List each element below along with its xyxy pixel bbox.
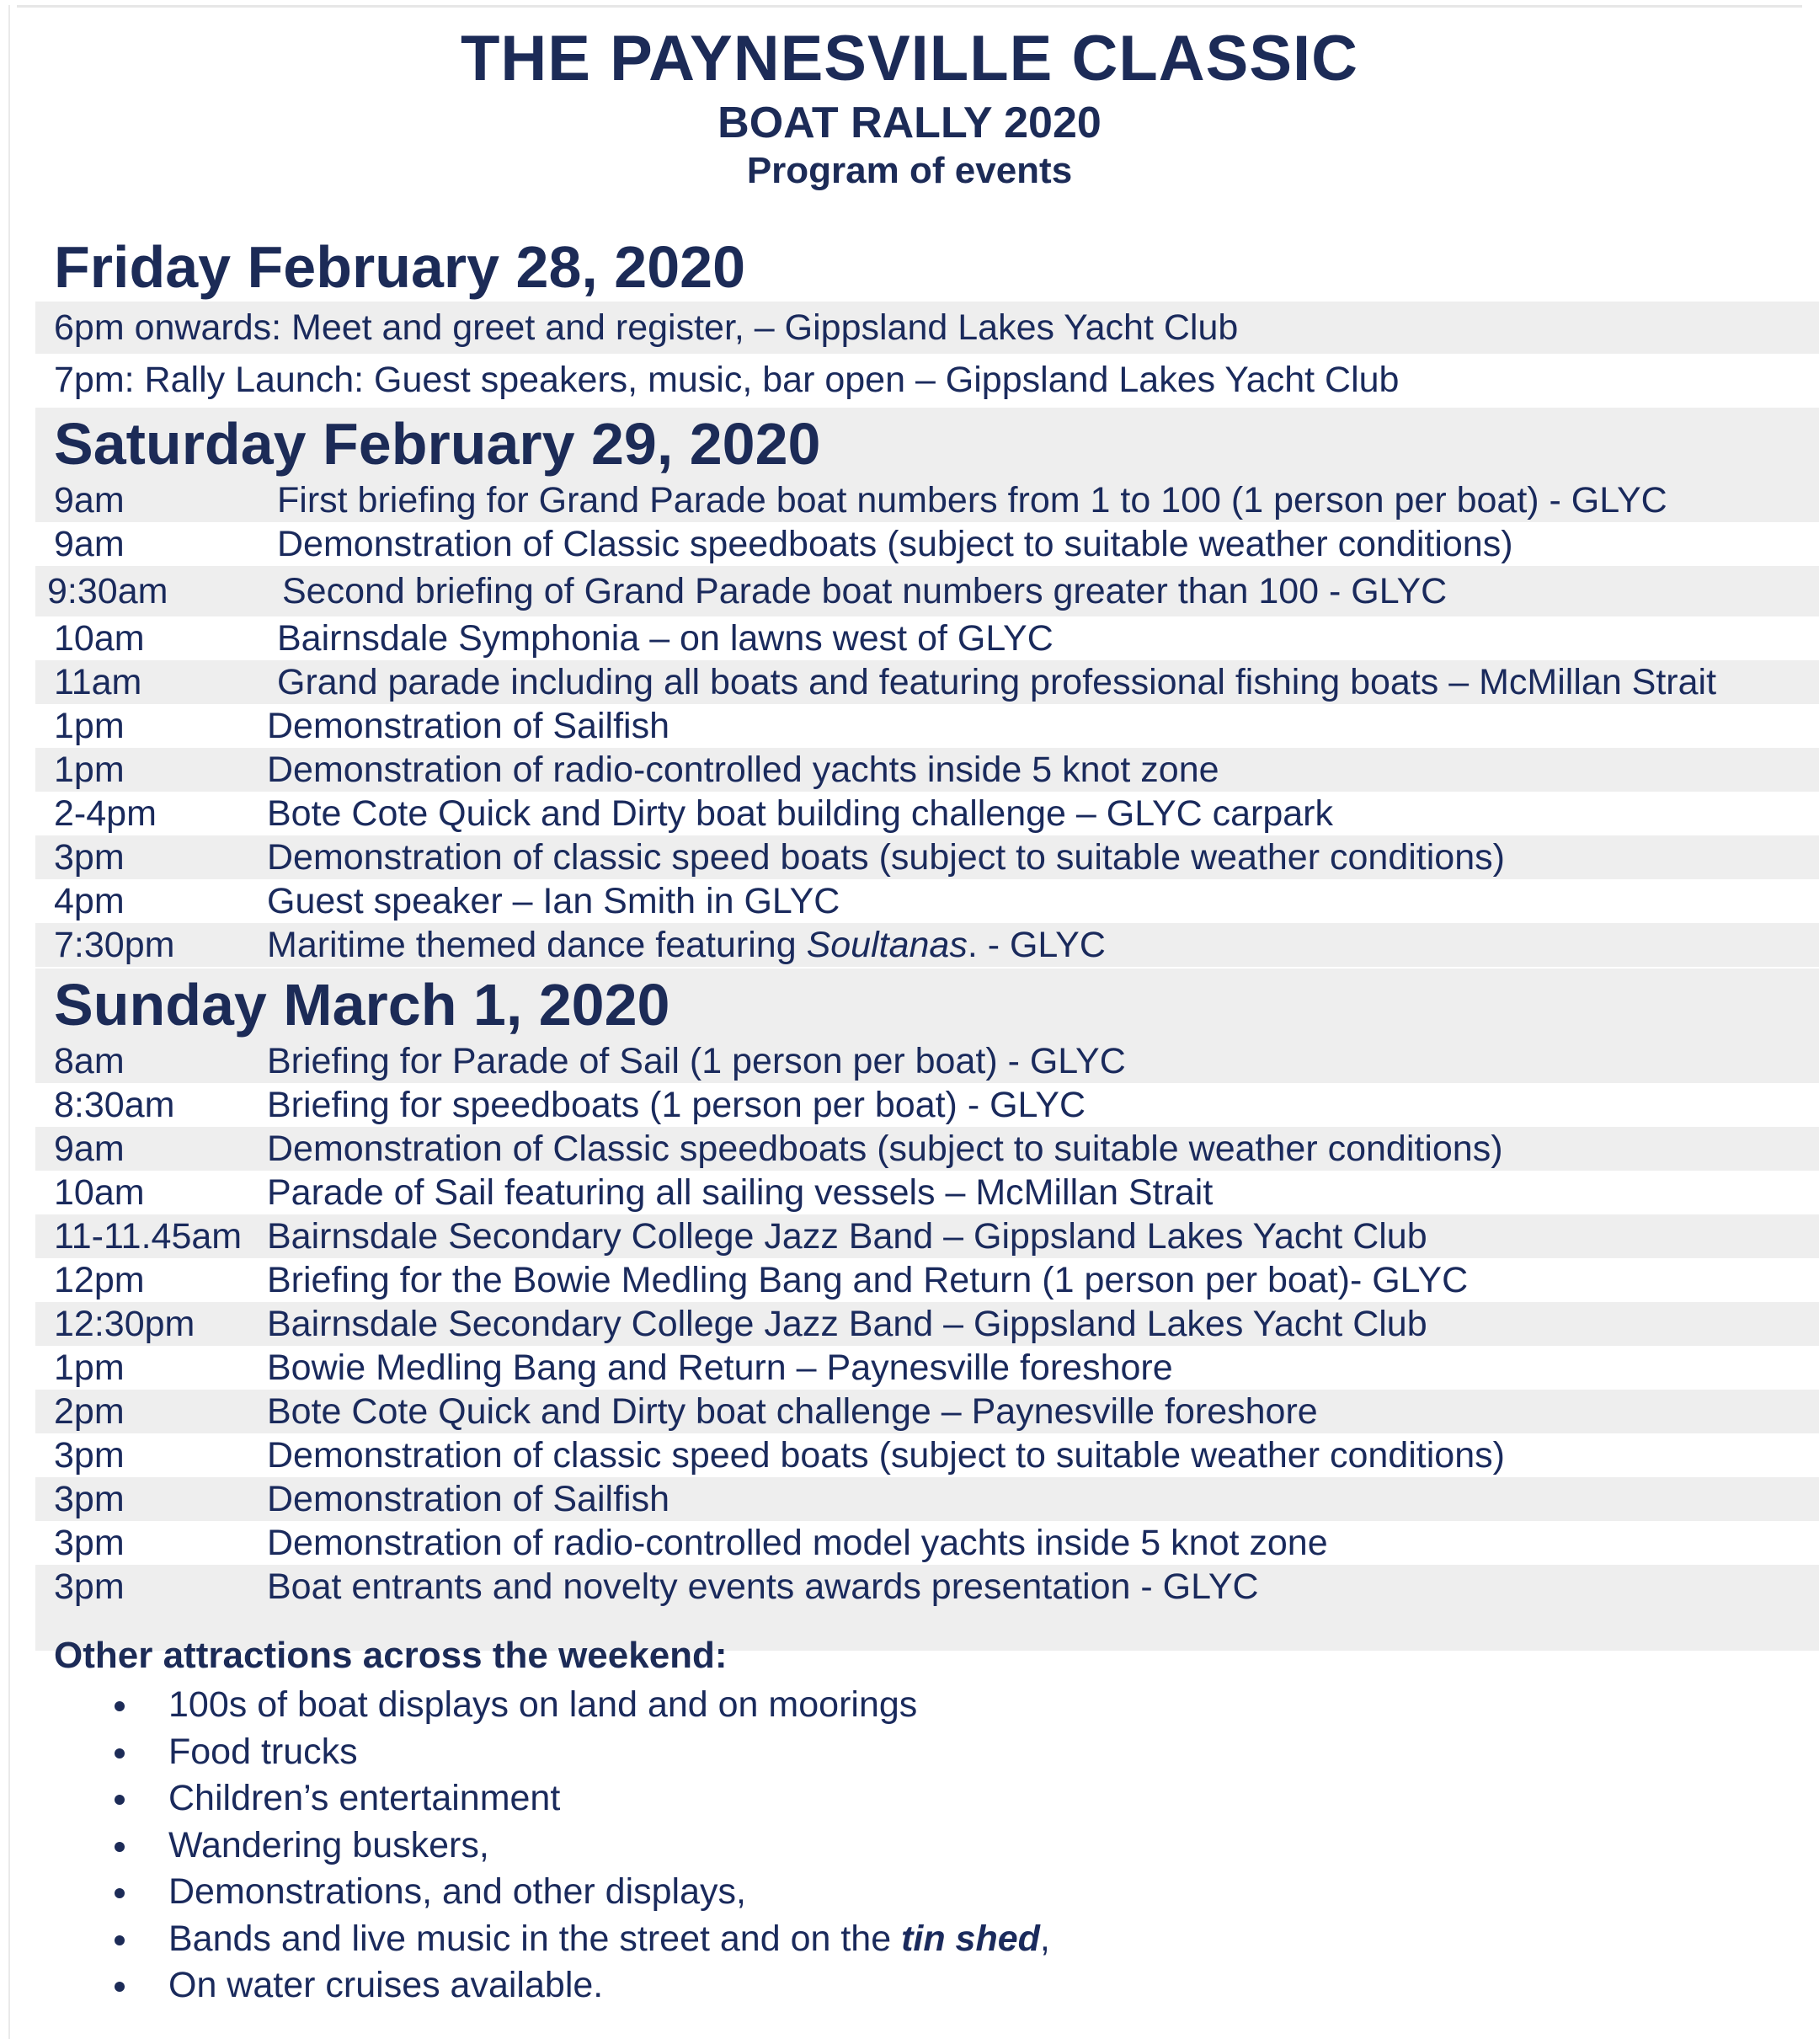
- event-desc: [267, 923, 1106, 967]
- list-item: [54, 1681, 1738, 1728]
- table-row: [35, 1039, 1819, 1083]
- event-desc: Grand parade including all boats and featuring professional fishing boats – McMillan Strait: [277, 662, 1717, 702]
- event-time: 3pm: [54, 837, 125, 878]
- event-desc: Second briefing of Grand Parade boat numbers greater than 100 - GLYC: [282, 571, 1448, 611]
- event-desc: Briefing for Parade of Sail (1 person per boat) - GLYC: [267, 1041, 1126, 1081]
- event-time: 10am: [54, 618, 145, 659]
- table-row: [35, 1521, 1819, 1565]
- event-desc: Bote Cote Quick and Dirty boat challenge – Paynesville foreshore: [267, 1391, 1318, 1432]
- table-row: [35, 1171, 1819, 1214]
- list-item-text-end: ,: [1039, 1918, 1050, 1959]
- table-row: [35, 923, 1819, 967]
- table-row: [35, 704, 1819, 748]
- list-item-text: Wandering buskers,: [168, 1824, 489, 1865]
- event-desc: Demonstration of classic speed boats (subject to suitable weather conditions): [267, 837, 1505, 878]
- event-desc: Briefing for speedboats (1 person per boat) - GLYC: [267, 1085, 1086, 1125]
- table-row: [35, 302, 1819, 354]
- left-rule: [8, 5, 10, 2039]
- event-time: 7:30pm: [54, 925, 175, 965]
- table-row: [35, 748, 1819, 792]
- event-time: 9am: [54, 480, 125, 520]
- event-time: 11am: [54, 662, 142, 702]
- day-heading-sunday: Sunday March 1, 2020: [35, 969, 1819, 1039]
- event-time: 2pm: [54, 1391, 125, 1432]
- list-item: [54, 1915, 1738, 1962]
- list-item-text: Demonstrations, and other displays,: [168, 1871, 746, 1912]
- table-row: [35, 1127, 1819, 1171]
- event-time: 12:30pm: [54, 1304, 195, 1344]
- table-row: [35, 1433, 1819, 1477]
- band-name: Soultanas: [806, 925, 968, 965]
- table-row: [35, 660, 1819, 704]
- event-desc: Briefing for the Bowie Medling Bang and Return (1 person per boat)- GLYC: [267, 1260, 1469, 1300]
- event-time: 10am: [54, 1172, 145, 1213]
- bullet-icon: [115, 1935, 125, 1945]
- list-item: [54, 1868, 1738, 1915]
- event-time: 9am: [54, 524, 125, 564]
- event-desc: Demonstration of radio-controlled model yachts inside 5 knot zone: [267, 1523, 1328, 1563]
- day-heading-saturday: Saturday February 29, 2020: [35, 408, 1819, 478]
- event-desc: Bairnsdale Symphonia – on lawns west of GLYC: [277, 618, 1054, 659]
- table-row: [35, 522, 1819, 566]
- event-desc-end: . - GLYC: [967, 925, 1106, 965]
- event-time: 9am: [54, 1129, 125, 1169]
- event-desc: Demonstration of Sailfish: [267, 706, 669, 746]
- table-row: [35, 1258, 1819, 1302]
- list-item: [54, 1728, 1738, 1775]
- page-subtitle: BOAT RALLY 2020: [717, 99, 1102, 147]
- event-text: 6pm onwards: Meet and greet and register, – Gippsland Lakes Yacht Club: [54, 307, 1239, 348]
- event-desc-start: Maritime themed dance featuring: [267, 925, 807, 965]
- table-row: [35, 879, 1819, 923]
- list-item-text-start: Bands and live music in the street and on the: [168, 1918, 902, 1959]
- table-row: [35, 616, 1819, 660]
- sunday-section: [35, 969, 1819, 1651]
- list-item: [54, 1961, 1738, 2009]
- list-item-text: Children’s entertainment: [168, 1778, 561, 1818]
- bullet-icon: [115, 1888, 125, 1898]
- table-row: [35, 792, 1819, 835]
- table-row: [35, 354, 1819, 406]
- event-time: 12pm: [54, 1260, 145, 1300]
- list-item: [54, 1822, 1738, 1869]
- event-time: 1pm: [54, 1348, 125, 1388]
- event-text: 7pm: Rally Launch: Guest speakers, music, bar open – Gippsland Lakes Yacht Club: [54, 360, 1400, 400]
- table-row: [35, 1302, 1819, 1346]
- event-time: 3pm: [54, 1479, 125, 1519]
- table-row: [35, 1477, 1819, 1521]
- event-desc: Demonstration of Classic speedboats (subject to suitable weather conditions): [277, 524, 1513, 564]
- event-desc: Demonstration of Classic speedboats (subject to suitable weather conditions): [267, 1129, 1503, 1169]
- event-desc: Parade of Sail featuring all sailing vessels – McMillan Strait: [267, 1172, 1214, 1213]
- table-row: [35, 1390, 1819, 1433]
- event-time: 1pm: [54, 706, 125, 746]
- event-desc: Guest speaker – Ian Smith in GLYC: [267, 881, 840, 921]
- table-row: [35, 566, 1819, 616]
- list-item-text: On water cruises available.: [168, 1965, 604, 2005]
- saturday-section: [35, 408, 1819, 967]
- bullet-icon: [115, 1842, 125, 1852]
- event-time: 8:30am: [54, 1085, 175, 1125]
- event-time: 8am: [54, 1041, 125, 1081]
- event-desc: Boat entrants and novelty events awards presentation - GLYC: [267, 1566, 1259, 1607]
- bullet-icon: [115, 1982, 125, 1992]
- table-row: [35, 1083, 1819, 1127]
- event-desc: Bote Cote Quick and Dirty boat building challenge – GLYC carpark: [267, 793, 1334, 834]
- attractions-list: [54, 1681, 1738, 2009]
- event-time: 1pm: [54, 750, 125, 790]
- event-time: 11-11.45am: [54, 1216, 243, 1257]
- program-label: Program of events: [746, 150, 1073, 191]
- table-row: [35, 1346, 1819, 1390]
- table-row: [35, 835, 1819, 879]
- event-desc: Bairnsdale Secondary College Jazz Band – Gippsland Lakes Yacht Club: [267, 1304, 1427, 1344]
- list-item-text: Food trucks: [168, 1731, 358, 1772]
- event-time: 3pm: [54, 1435, 125, 1476]
- event-desc: Bowie Medling Bang and Return – Paynesville foreshore: [267, 1348, 1173, 1388]
- top-rule: [17, 5, 1802, 8]
- day-heading-friday: Friday February 28, 2020: [54, 234, 745, 300]
- schedule: [35, 229, 1819, 1651]
- event-desc: Demonstration of Sailfish: [267, 1479, 669, 1519]
- page-title: THE PAYNESVILLE CLASSIC: [460, 23, 1359, 94]
- other-attractions-heading: Other attractions across the weekend:: [54, 1635, 728, 1676]
- list-item-text: 100s of boat displays on land and on moorings: [168, 1684, 918, 1725]
- event-time: 2-4pm: [54, 793, 157, 834]
- event-desc: Bairnsdale Secondary College Jazz Band – Gippsland Lakes Yacht Club: [267, 1216, 1427, 1257]
- event-time: 4pm: [54, 881, 125, 921]
- event-time: 3pm: [54, 1523, 125, 1563]
- table-row: [35, 478, 1819, 522]
- table-row: [35, 1214, 1819, 1258]
- bullet-icon: [115, 1748, 125, 1758]
- tin-shed-label: tin shed: [901, 1918, 1040, 1959]
- bullet-icon: [115, 1701, 125, 1711]
- table-row: [35, 1565, 1819, 1609]
- other-attractions: [54, 1630, 1738, 2009]
- event-time: 9:30am: [47, 571, 168, 611]
- event-desc: Demonstration of classic speed boats (subject to suitable weather conditions): [267, 1435, 1505, 1476]
- bullet-icon: [115, 1795, 125, 1805]
- friday-section: [35, 231, 1819, 406]
- event-desc: First briefing for Grand Parade boat numbers from 1 to 100 (1 person per boat) - GLYC: [277, 480, 1667, 520]
- event-time: 3pm: [54, 1566, 125, 1607]
- list-item: [54, 1774, 1738, 1822]
- event-desc: Demonstration of radio-controlled yachts inside 5 knot zone: [267, 750, 1219, 790]
